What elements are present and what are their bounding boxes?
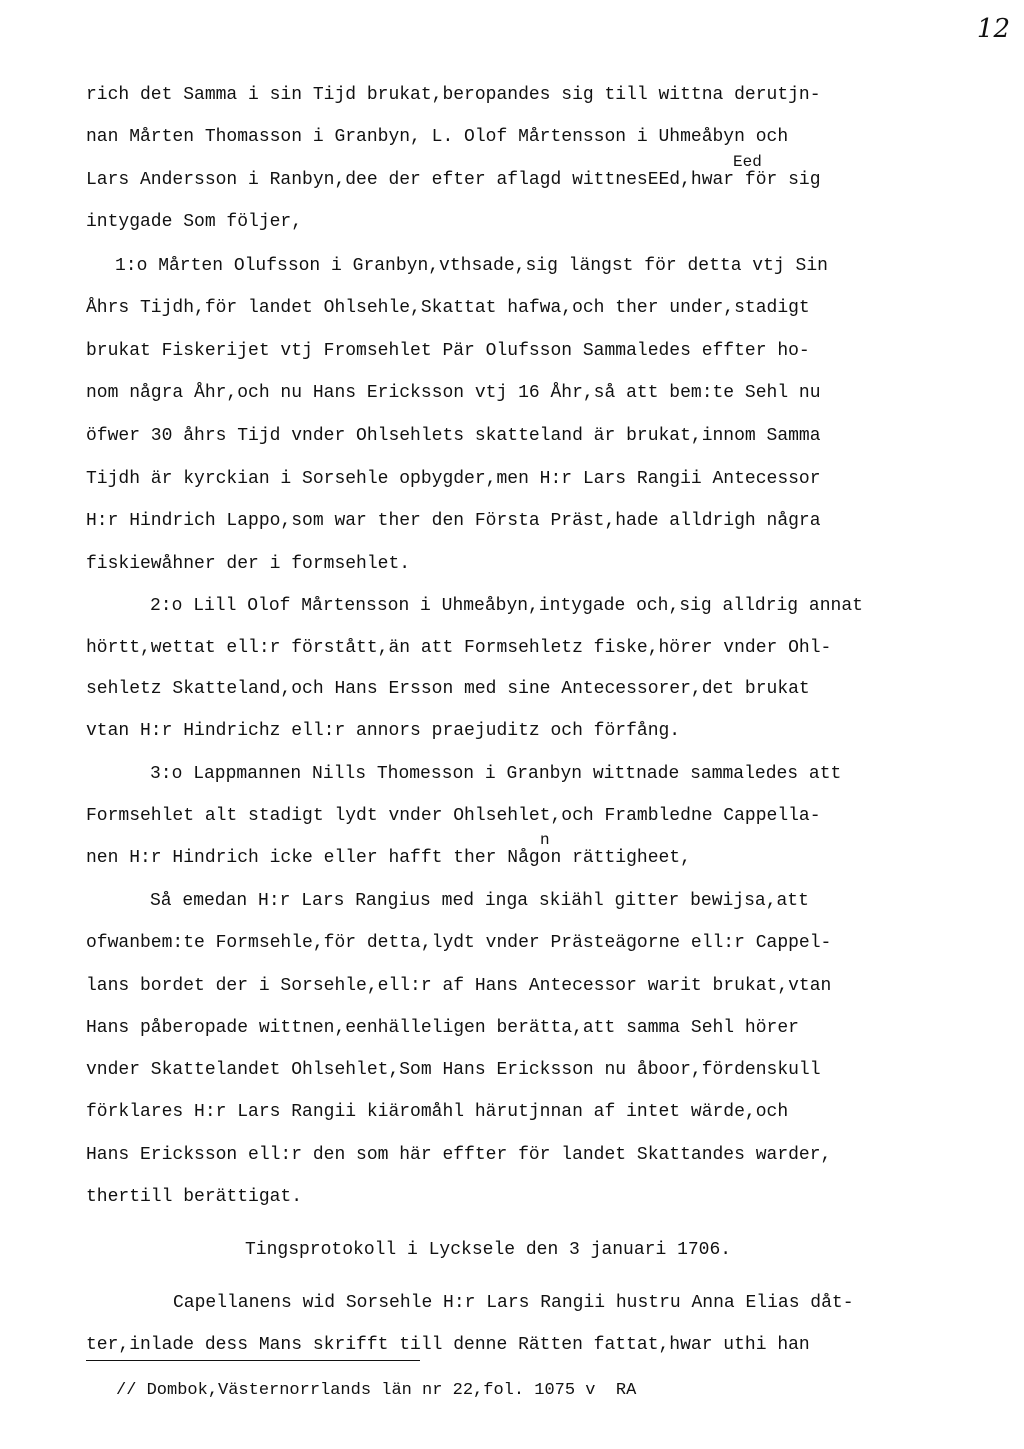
footnote-divider <box>86 1360 420 1361</box>
text-line: Capellanens wid Sorsehle H:r Lars Rangii hustru Anna Elias dåt- <box>173 1293 854 1313</box>
interlinear-insertion: Eed <box>733 153 762 171</box>
text-line: öfwer 30 åhrs Tijd vnder Ohlsehlets skatteland är brukat,innom Samma <box>86 426 821 446</box>
text-line: Åhrs Tijdh,för landet Ohlsehle,Skattat hafwa,och ther under,stadigt <box>86 298 810 318</box>
text-line: rich det Samma i sin Tijd brukat,beropandes sig till wittna derutjn- <box>86 85 821 105</box>
text-line: 2:o Lill Olof Mårtensson i Uhmeåbyn,intygade och,sig alldrig annat <box>150 596 863 616</box>
text-line: vnder Skattelandet Ohlsehlet,Som Hans Ericksson nu åboor,fördenskull <box>86 1060 821 1080</box>
text-line: thertill berättigat. <box>86 1187 303 1207</box>
text-line: Formsehlet alt stadigt lydt vnder Ohlsehlet,och Frambledne Cappella- <box>86 806 821 826</box>
text-line: Tijdh är kyrckian i Sorsehle opbygder,men H:r Lars Rangii Antecessor <box>86 469 821 489</box>
text-line: förklares H:r Lars Rangii kiäromåhl härutjnnan af intet wärde,och <box>86 1102 789 1122</box>
text-line: intygade Som följer, <box>86 212 303 232</box>
text-line: fiskiewåhner der i formsehlet. <box>86 554 411 574</box>
source-heading: Tingsprotokoll i Lycksele den 3 januari 1706. <box>245 1240 732 1260</box>
text-line: 1:o Mårten Olufsson i Granbyn,vthsade,sig längst för detta vtj Sin <box>115 256 828 276</box>
text-line: vtan H:r Hindrichz ell:r annors praejuditz och förfång. <box>86 721 681 741</box>
text-line: ter,inlade dess Mans skrifft till denne Rätten fattat,hwar uthi han <box>86 1335 810 1355</box>
text-line: ofwanbem:te Formsehle,för detta,lydt vnder Prästeägorne ell:r Cappel- <box>86 933 832 953</box>
text-line: nan Mårten Thomasson i Granbyn, L. Olof Mårtensson i Uhmeåbyn och <box>86 127 789 147</box>
text-line: Hans Ericksson ell:r den som här effter för landet Skattandes warder, <box>86 1145 832 1165</box>
text-line: lans bordet der i Sorsehle,ell:r af Hans Antecessor warit brukat,vtan <box>86 976 832 996</box>
footnote: // Dombok,Västernorrlands län nr 22,fol. 1075 v RA <box>116 1381 637 1400</box>
text-line: Så emedan H:r Lars Rangius med inga skiähl gitter bewijsa,att <box>150 891 809 911</box>
text-line: H:r Hindrich Lappo,som war ther den Första Präst,hade alldrigh några <box>86 511 821 531</box>
text-line: nom några Åhr,och nu Hans Ericksson vtj 16 Åhr,så att bem:te Sehl nu <box>86 383 821 403</box>
text-line: Lars Andersson i Ranbyn,dee der efter aflagd wittnesEEd,hwar för sig <box>86 170 821 190</box>
text-line: hörtt,wettat ell:r förstått,än att Formsehletz fiske,hörer vnder Ohl- <box>86 638 832 658</box>
interlinear-insertion: n <box>540 831 550 849</box>
page-number: 12 <box>976 14 1010 44</box>
text-line: nen H:r Hindrich icke eller hafft ther Någon rättigheet, <box>86 848 691 868</box>
text-line: Hans påberopade wittnen,eenhälleligen berätta,att samma Sehl hörer <box>86 1018 799 1038</box>
text-line: 3:o Lappmannen Nills Thomesson i Granbyn wittnade sammaledes att <box>150 764 842 784</box>
text-line: brukat Fiskerijet vtj Fromsehlet Pär Olufsson Sammaledes effter ho- <box>86 341 810 361</box>
text-line: sehletz Skatteland,och Hans Ersson med sine Antecessorer,det brukat <box>86 679 810 699</box>
